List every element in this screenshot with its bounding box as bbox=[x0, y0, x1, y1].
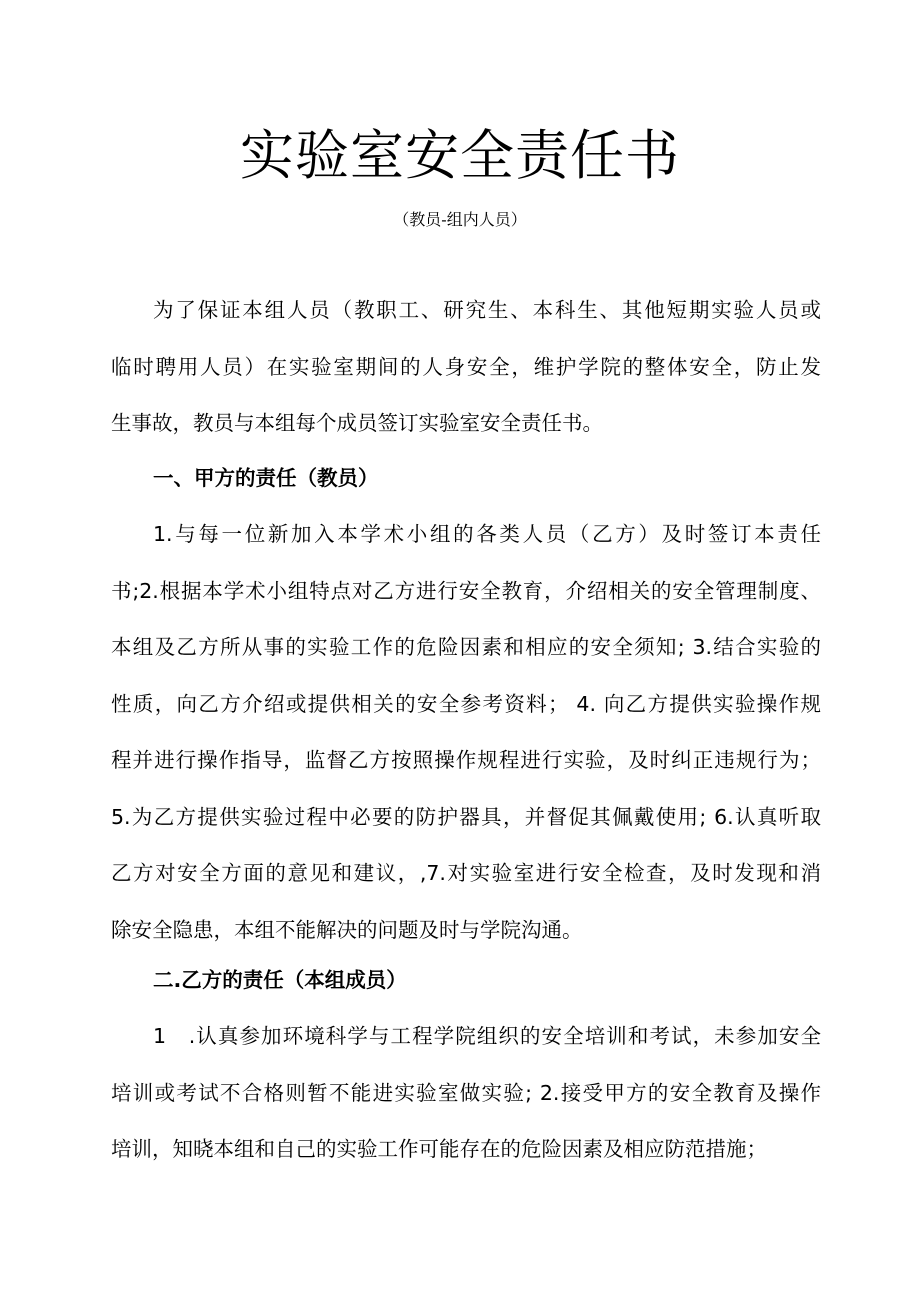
paragraph-line: 为了保证本组人员（教职工、研究生、本科生、其他短期实验人员或 bbox=[153, 298, 821, 322]
paragraph-line: 本组及乙方所从事的实验工作的危险因素和相应的安全须知; 3.结合实验的 bbox=[111, 635, 821, 659]
paragraph-line: 1.与每一位新加入本学术小组的各类人员（乙方）及时签订本责任 bbox=[153, 522, 821, 546]
paragraph-line: 生事故，教员与本组每个成员签订实验室安全责任书。 bbox=[111, 411, 603, 435]
paragraph-line: 1 .认真参加环境科学与工程学院组织的安全培训和考试，未参加安全 bbox=[153, 1024, 821, 1048]
intro-paragraph bbox=[111, 282, 821, 452]
party-a-paragraph bbox=[111, 506, 821, 958]
paragraph-line: 乙方对安全方面的意见和建议，,7.对实验室进行安全检查，及时发现和消 bbox=[111, 861, 821, 885]
section-heading-party-a: 一、甲方的责任（教员） bbox=[153, 466, 379, 490]
paragraph-line: 培训或考试不合格则暂不能进实验室做实验; 2.接受甲方的安全教育及操作 bbox=[111, 1080, 821, 1105]
document-title: 实验室安全责任书 bbox=[240, 124, 680, 187]
paragraph-line: 除安全隐患，本组不能解决的问题及时与学院沟通。 bbox=[111, 917, 583, 942]
document-subtitle: （教员-组内人员） bbox=[393, 210, 527, 229]
section-heading-party-b: 二.乙方的责任（本组成员） bbox=[153, 968, 407, 992]
party-b-paragraph bbox=[111, 1008, 821, 1178]
paragraph-line: 书;2.根据本学术小组特点对乙方进行安全教育，介绍相关的安全管理制度、 bbox=[111, 578, 821, 603]
paragraph-line: 程并进行操作指导，监督乙方按照操作规程进行实验，及时纠正违规行为； bbox=[111, 748, 821, 772]
paragraph-line: 培训，知晓本组和自己的实验工作可能存在的危险因素及相应防范措施； bbox=[111, 1137, 767, 1161]
paragraph-line: 临时聘用人员）在实验室期间的人身安全，维护学院的整体安全，防止发 bbox=[111, 354, 821, 379]
paragraph-line: 5.为乙方提供实验过程中必要的防护器具，并督促其佩戴使用; 6.认真听取 bbox=[111, 804, 821, 829]
paragraph-line: 性质，向乙方介绍或提供相关的安全参考资料； 4. 向乙方提供实验操作规 bbox=[111, 691, 821, 716]
